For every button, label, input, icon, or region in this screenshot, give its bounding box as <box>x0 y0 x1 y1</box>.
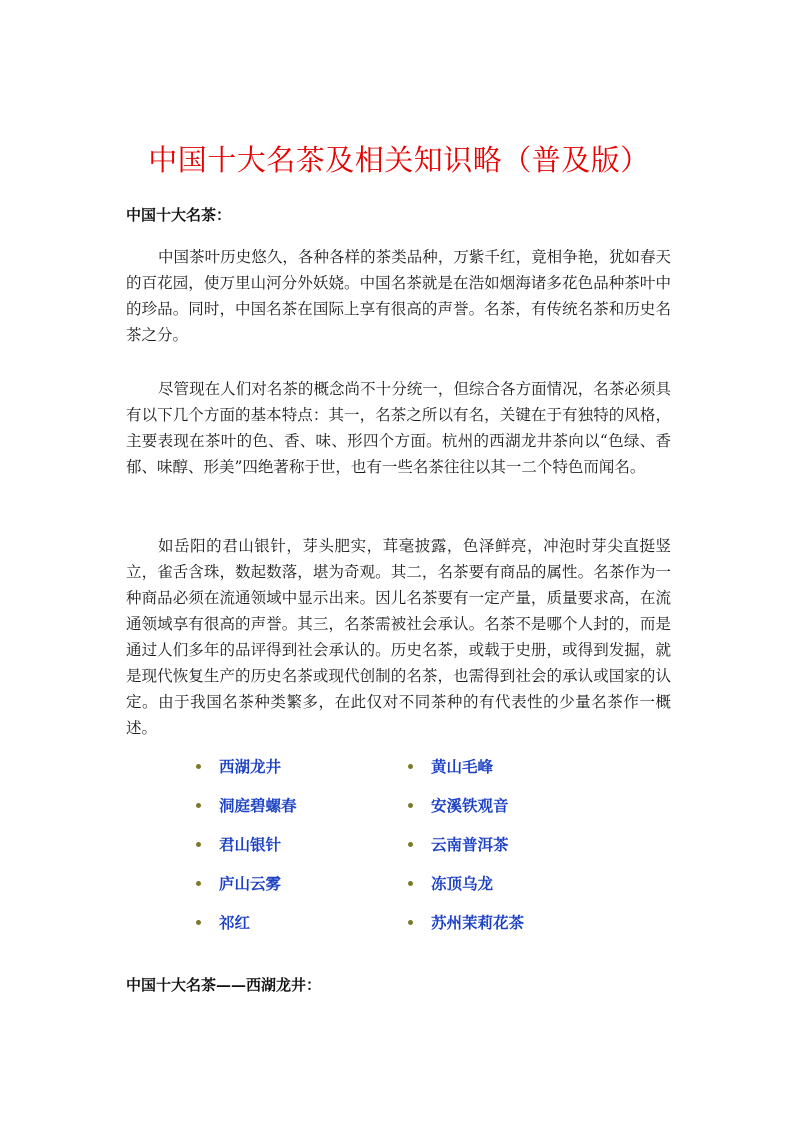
bullet-icon <box>408 803 413 808</box>
features-paragraph: 尽管现在人们对名茶的概念尚不十分统一，但综合各方面情况，名茶必须具有以下几个方面的基本特点：其一，名茶之所以有名，关键在于有独特的风格，主要表现在茶叶的色、香、味、形四个方面。杭州的西湖龙井茶向以“色绿、香郁、味醇、形美”四绝著称于世，也有一些名茶往往以其一二个特色而闻名。 <box>126 380 671 476</box>
bullet-icon <box>408 881 413 886</box>
bullet-icon <box>196 803 201 808</box>
list-item[interactable]: 云南普洱茶 <box>408 832 509 858</box>
section-heading: 中国十大名茶： <box>126 206 232 224</box>
bullet-icon <box>196 881 201 886</box>
bullet-icon <box>408 920 413 925</box>
list-item[interactable]: 君山银针 <box>196 832 281 858</box>
bullet-icon <box>408 764 413 769</box>
subsection-heading: 中国十大名茶——西湖龙井： <box>126 976 322 994</box>
bullet-icon <box>196 842 201 847</box>
page-title: 中国十大名茶及相关知识略（普及版） <box>148 143 650 177</box>
list-item[interactable]: 祁红 <box>196 910 250 936</box>
list-item[interactable]: 西湖龙井 <box>196 754 281 780</box>
list-item[interactable]: 洞庭碧螺春 <box>196 793 297 819</box>
bullet-icon <box>196 920 201 925</box>
details-paragraph: 如岳阳的君山银针，芽头肥实，茸毫披露，色泽鲜亮，冲泡时芽尖直挺竖立，雀舌含珠，数起数落，堪为奇观。其二，名茶要有商品的属性。名茶作为一种商品必须在流通领域中显示出来。因儿名茶要有一定产量，质量要求高，在流通领域享有很高的声誉。其三，名茶需被社会承认。名茶不是哪个人封的，而是通过人们多年的品评得到社会承认的。历史名茶，或载于史册，或得到发掘，就是现代恢复生产的历史名茶或现代创制的名茶，也需得到社会的承认或国家的认定。由于我国名茶种类繁多，在此仅对不同茶种的有代表性的少量名茶作一概述。 <box>126 537 671 737</box>
bullet-icon <box>196 764 201 769</box>
bullet-icon <box>408 842 413 847</box>
list-item[interactable]: 苏州茉莉花茶 <box>408 910 524 936</box>
list-item[interactable]: 庐山云雾 <box>196 871 281 897</box>
list-item[interactable]: 冻顶乌龙 <box>408 871 493 897</box>
intro-paragraph: 中国茶叶历史悠久，各种各样的茶类品种，万紫千红，竟相争艳，犹如春天的百花园，使万里山河分外妖娆。中国名茶就是在浩如烟海诸多花色品种茶叶中的珍品。同时，中国名茶在国际上享有很高的声誉。名茶，有传统名茶和历史名茶之分。 <box>126 248 671 344</box>
list-item[interactable]: 黄山毛峰 <box>408 754 493 780</box>
list-item[interactable]: 安溪铁观音 <box>408 793 509 819</box>
tea-list <box>196 754 616 954</box>
